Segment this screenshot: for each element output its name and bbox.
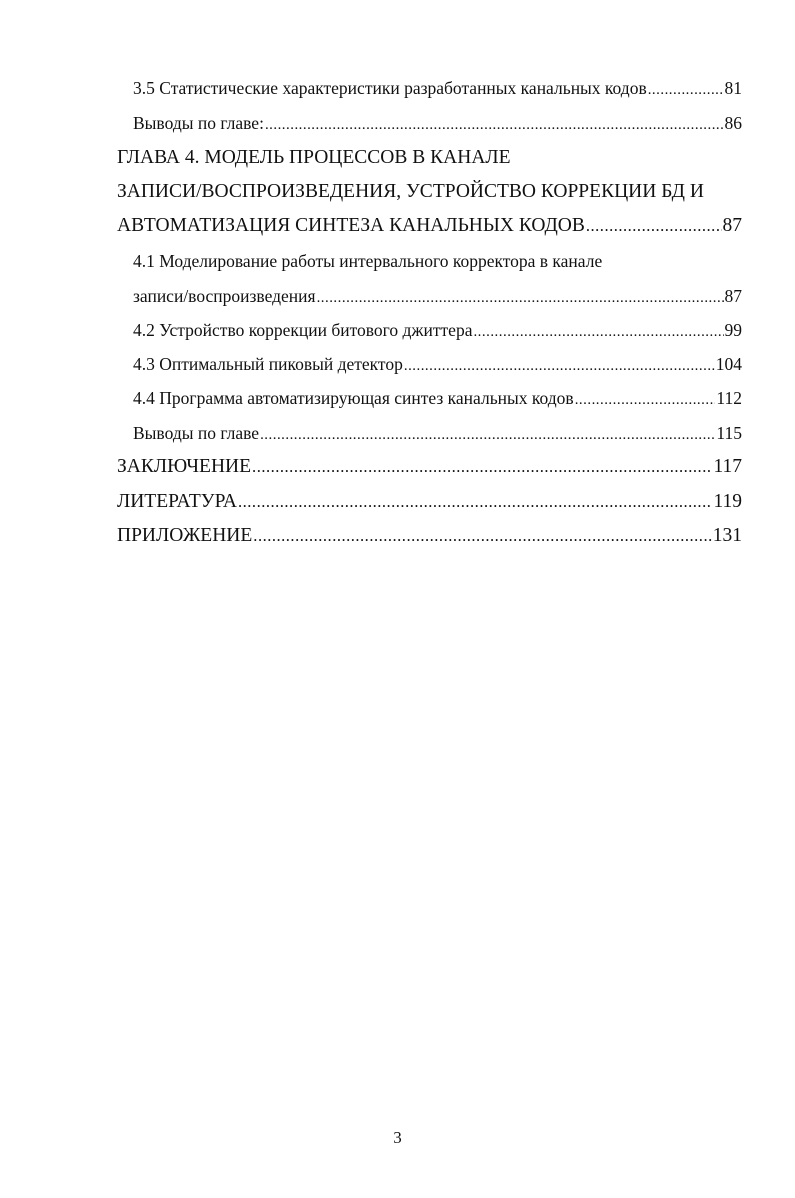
toc-entry-page: 112 <box>716 388 742 408</box>
toc-entry-page: 131 <box>712 525 742 546</box>
toc-entry-appendix <box>117 521 742 551</box>
toc-entry-label: 3.5 Статистические характеристики разработанных канальных кодов <box>133 78 647 98</box>
toc-entry-conclusion <box>117 452 742 482</box>
toc-entry-4-4 <box>133 383 742 413</box>
toc-entry-4-3 <box>133 349 742 379</box>
toc-entry-label: 4.3 Оптимальный пиковый детектор <box>133 354 403 374</box>
dot-leader <box>473 317 723 345</box>
toc-chapter-4-line-2: ЗАПИСИ/ВОСПРОИЗВЕДЕНИЯ, УСТРОЙСТВО КОРРЕКЦИИ БД И <box>117 181 704 202</box>
toc-chapter-4-line-1: ГЛАВА 4. МОДЕЛЬ ПРОЦЕССОВ В КАНАЛЕ <box>117 147 511 168</box>
toc-entry-page: 104 <box>715 354 742 374</box>
toc-entry-conclusions-3 <box>133 108 742 138</box>
dot-leader <box>238 487 712 517</box>
toc-entry-label: ПРИЛОЖЕНИЕ <box>117 525 253 546</box>
dot-leader <box>586 211 722 241</box>
toc-entry-label: 4.2 Устройство коррекции битового джиттера <box>133 320 473 340</box>
toc-chapter-4-line-3 <box>117 211 742 241</box>
toc-entry-page: 87 <box>722 215 742 236</box>
dot-leader <box>404 351 715 379</box>
dot-leader <box>260 420 715 448</box>
toc-entry-label: Выводы по главе <box>133 423 260 443</box>
toc-entry-conclusions-4 <box>133 418 742 448</box>
toc-entry-page: 81 <box>724 78 742 98</box>
toc-entry-label: ЗАКЛЮЧЕНИЕ <box>117 456 252 477</box>
toc-entry-page: 117 <box>713 456 742 477</box>
toc-entry-page: 115 <box>716 423 742 443</box>
dot-leader <box>648 75 724 103</box>
dot-leader <box>253 521 711 551</box>
toc-entry-label: ЛИТЕРАТУРА <box>117 491 237 512</box>
toc-entry-page: 99 <box>724 320 742 340</box>
toc-entry-label: Выводы по главе: <box>133 113 264 133</box>
toc-entry-4-1-line-1: 4.1 Моделирование работы интервального корректора в канале <box>133 251 603 271</box>
toc-entry-page: 86 <box>724 113 742 133</box>
toc-entry-literature <box>117 487 742 517</box>
toc-entry-label: 4.4 Программа автоматизирующая синтез канальных кодов <box>133 388 574 408</box>
toc-entry-4-2 <box>133 315 742 345</box>
dot-leader <box>317 283 724 311</box>
dot-leader <box>252 452 712 482</box>
toc-entry-page: 119 <box>713 491 742 512</box>
toc-entry-label: записи/воспроизведения <box>133 286 316 306</box>
toc-entry-label: АВТОМАТИЗАЦИЯ СИНТЕЗА КАНАЛЬНЫХ КОДОВ <box>117 215 585 236</box>
dot-leader <box>575 385 716 413</box>
dot-leader <box>265 110 724 138</box>
toc-entry-page: 87 <box>724 286 742 306</box>
page-number: 3 <box>393 1128 402 1147</box>
toc-entry-3-5 <box>133 73 742 103</box>
toc-entry-4-1-line-2 <box>133 281 742 311</box>
